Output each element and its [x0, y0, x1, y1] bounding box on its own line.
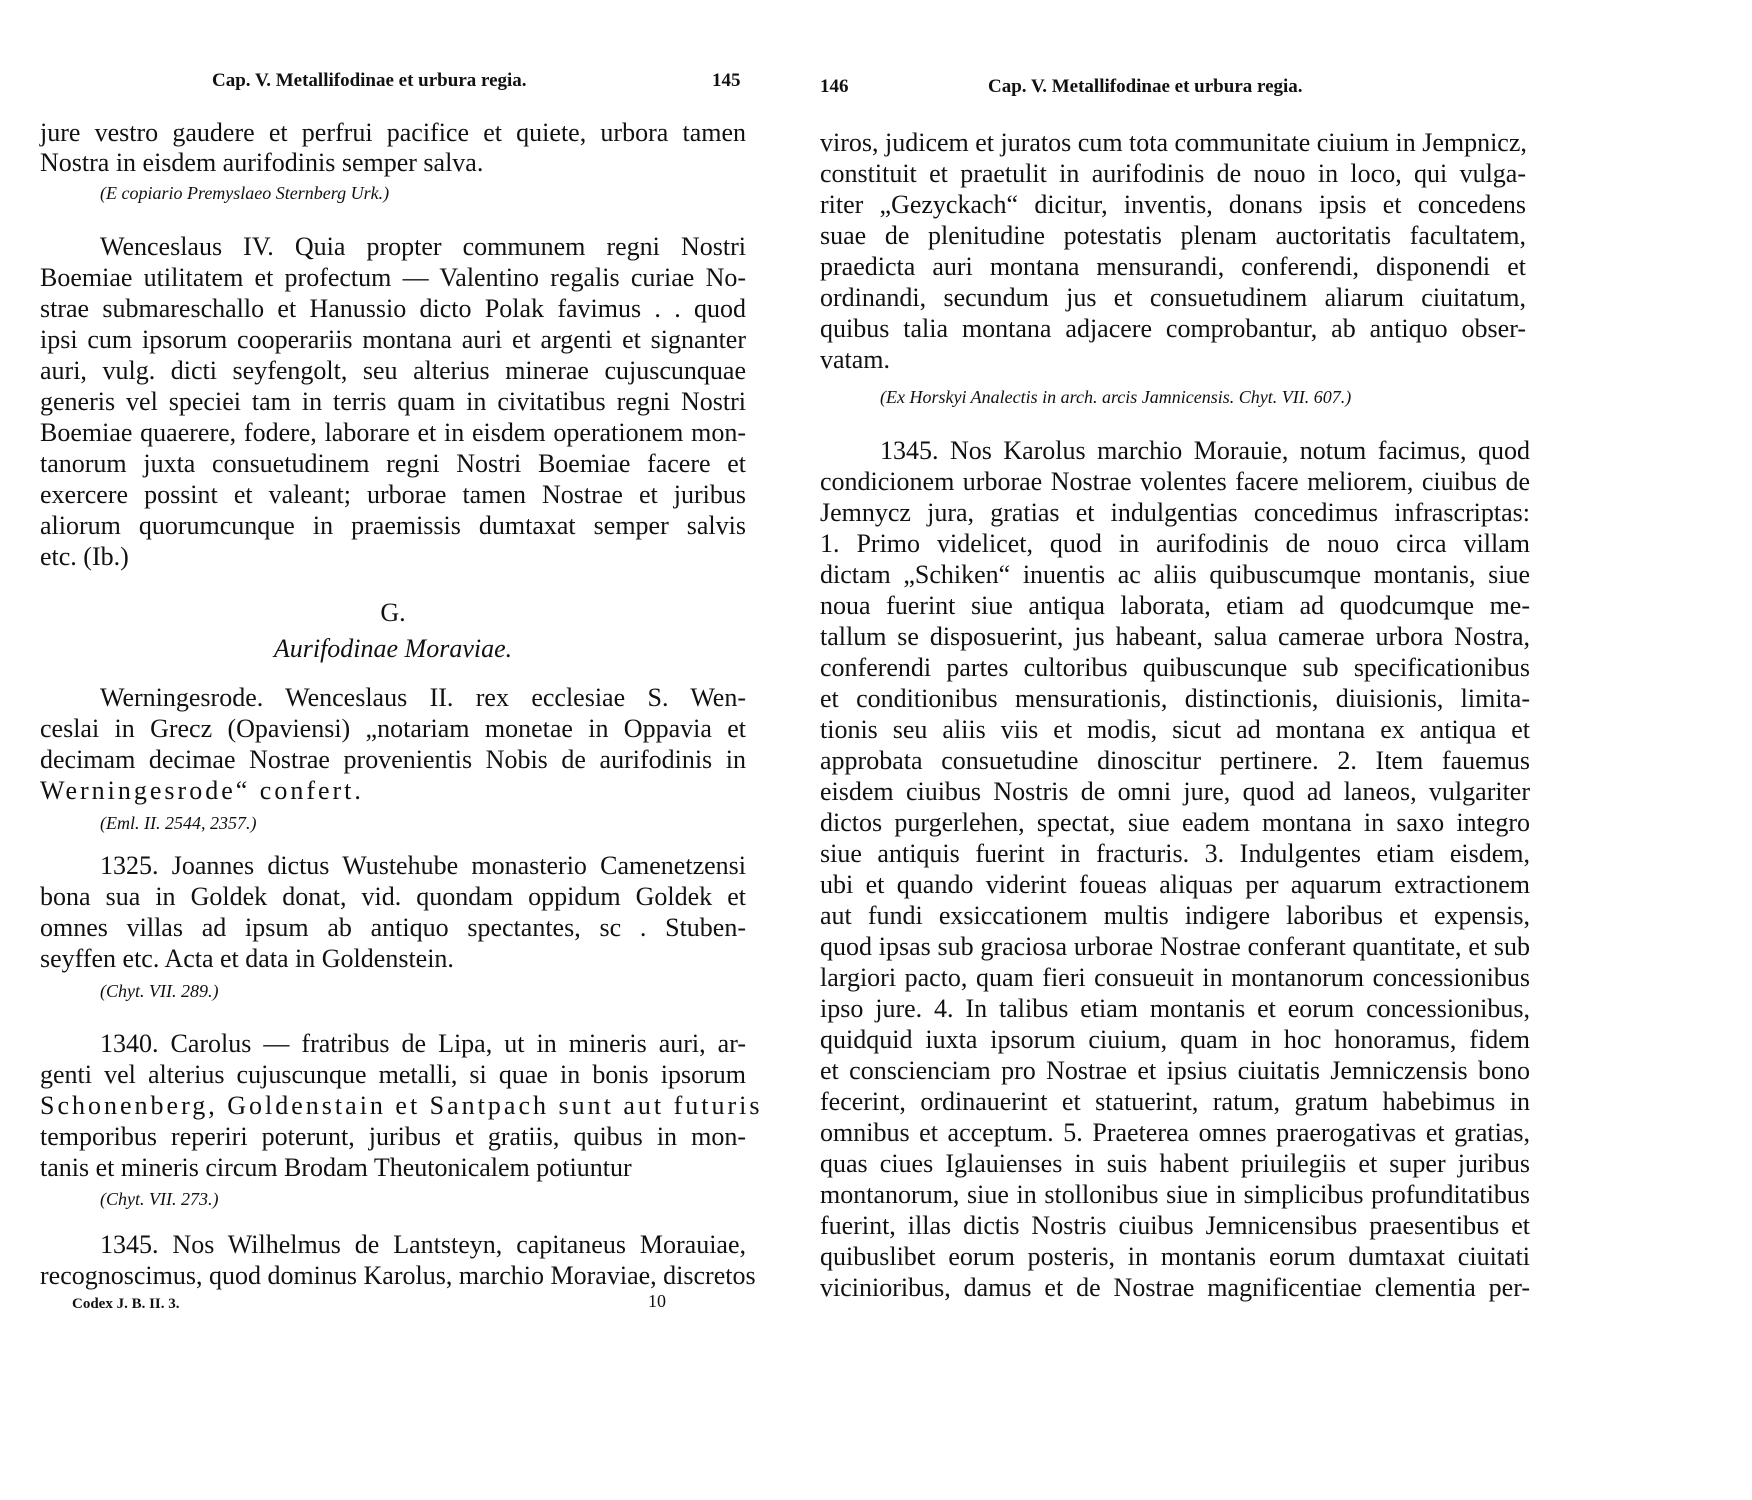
right-line-16: tallum se disposuerint, jus habeant, salua camerae urbora Nostra, — [820, 622, 1530, 651]
right-line-25: aut fundi exsiccationem multis indigere laboribus et expensis, — [820, 901, 1530, 930]
left-running-head: Cap. V. Metallifodinae et urbura regia. — [212, 70, 527, 91]
section-title: Aurifodinae Moraviae. — [273, 634, 513, 663]
right-line-6: ordinandi, secundum jus et consuetudinem aliarum ciuitatum, — [820, 283, 1526, 312]
left-line-30: temporibus reperiri poterunt, juribus et gratiis, quibus in mon- — [40, 1122, 746, 1151]
left-line-11: tanorum juxta consuetudinem regni Nostri Boemiae facere et — [40, 449, 746, 478]
right-line-23: siue antiquis fuerint in fracturis. 3. Indulgentes etiam eisdem, — [820, 839, 1530, 868]
left-line-13: aliorum quorumcunque in praemissis dumtaxat semper salvis — [40, 511, 746, 540]
left-line-12: exercere possint et valeant; urborae tamen Nostrae et juribus — [40, 480, 746, 509]
left-line-25: seyffen etc. Acta et data in Goldenstein. — [40, 944, 454, 973]
right-line-7: quibus talia montana adjacere comprobantur, ab antiquo obser- — [820, 314, 1526, 343]
left-line-1: jure vestro gaudere et perfrui pacifice et quiete, urbora tamen — [40, 118, 746, 147]
right-line-3: riter „Gezyckach“ dicitur, inventis, donans ipsis et concedens — [820, 190, 1526, 219]
left-line-23: bona sua in Goldek donat, vid. quondam oppidum Goldek et — [40, 882, 746, 911]
right-line-17: conferendi partes cultoribus quibuscunque sub specificationibus — [820, 653, 1530, 682]
right-line-35: fuerint, illas dictis Nostris ciuibus Jemnicensibus praesentibus et — [820, 1211, 1530, 1240]
right-line-27: largiori pacto, quam fieri consueuit in montanorum concessionibus — [820, 963, 1530, 992]
right-line-29: quidquid iuxta ipsorum ciuium, quam in hoc honoramus, fidem — [820, 1025, 1530, 1054]
right-line-4: suae de plenitudine potestatis plenam auctoritatis facultatem, — [820, 221, 1526, 250]
left-line-8: auri, vulg. dicti seyfengolt, seu alterius minerae cujuscunquae — [40, 356, 746, 385]
footer-signature: Codex J. B. II. 3. — [72, 1296, 180, 1312]
left-line-29: Schonenberg, Goldenstain et Santpach sunt aut futuris — [40, 1091, 763, 1120]
left-line-20: Werningesrode“ confert. — [40, 776, 364, 805]
right-line-34: montanorum, siue in stollonibus siue in simplicibus profunditatibus — [820, 1180, 1530, 1209]
right-line-12: Jemnycz jura, gratias et indulgentias concedimus infrascriptas: — [820, 498, 1530, 527]
left-page-number: 145 — [712, 70, 741, 91]
left-line-33: 1345. Nos Wilhelmus de Lantsteyn, capitaneus Morauiae, — [100, 1230, 746, 1259]
footer-sheet-number: 10 — [648, 1291, 666, 1311]
section-letter: G. — [380, 598, 406, 627]
right-line-8: vatam. — [820, 345, 891, 374]
left-line-19: decimam decimae Nostrae provenientis Nobis de aurifodinis in — [40, 745, 746, 774]
right-source-note: (Ex Horskyi Analectis in arch. arcis Jamnicensis. Chyt. VII. 607.) — [880, 387, 1352, 407]
right-line-37: vicinioribus, damus et de Nostrae magnificentiae clementia per- — [820, 1273, 1530, 1302]
left-line-27: 1340. Carolus — fratribus de Lipa, ut in mineris auri, ar- — [100, 1029, 746, 1058]
right-line-31: fecerint, ordinauerint et statuerint, ratum, gratum habebimus in — [820, 1087, 1530, 1116]
right-line-32: omnibus et acceptum. 5. Praeterea omnes praerogativas et gratias, — [820, 1118, 1530, 1147]
right-page — [820, 0, 1752, 1500]
right-line-5: praedicta auri montana mensurandi, conferendi, disponendi et — [820, 252, 1526, 281]
right-line-2: constituit et praetulit in aurifodinis de nouo in loco, qui vulga- — [820, 159, 1526, 188]
left-line-4: Wenceslaus IV. Quia propter communem regni Nostri — [100, 232, 746, 261]
left-line-10: Boemiae quaerere, fodere, laborare et in eisdem operationem mon- — [40, 418, 746, 447]
left-source-note-4: (Chyt. VII. 273.) — [100, 1189, 219, 1209]
right-line-13: 1. Primo videlicet, quod in aurifodinis de nouo circa villam — [820, 529, 1530, 558]
left-line-9: generis vel speciei tam in terris quam in civitatibus regni Nostri — [40, 387, 746, 416]
right-line-30: et conscienciam pro Nostrae et ipsius ciuitatis Jemniczensis bono — [820, 1056, 1530, 1085]
right-line-1: viros, judicem et juratos cum tota communitate ciuium in Jempnicz, — [820, 128, 1527, 157]
left-line-18: ceslai in Grecz (Opaviensi) „notariam monetae in Oppavia et — [40, 714, 746, 743]
left-line-2: Nostra in eisdem aurifodinis semper salva. — [40, 148, 484, 177]
left-line-6: strae submareschallo et Hanussio dicto Polak favimus . . quod — [40, 294, 746, 323]
left-line-31: tanis et mineris circum Brodam Theutonicalem potiuntur — [40, 1153, 632, 1182]
right-page-number: 146 — [820, 76, 849, 97]
right-line-11: condicionem urborae Nostrae volentes facere meliorem, ciuibus de — [820, 467, 1530, 496]
right-line-36: quibuslibet eorum posteris, in montanis eorum dumtaxat ciuitati — [820, 1242, 1530, 1271]
right-line-28: ipso jure. 4. In talibus etiam montanis et eorum concessionibus, — [820, 994, 1530, 1023]
right-line-24: ubi et quando viderint foueas aliquas per aquarum extractionem — [820, 870, 1530, 899]
left-line-22: 1325. Joannes dictus Wustehube monasterio Camenetzensi — [100, 851, 746, 880]
left-line-5: Boemiae utilitatem et profectum — Valentino regalis curiae No- — [40, 263, 746, 292]
right-line-26: quod ipsas sub graciosa urborae Nostrae conferant quantitate, et sub — [820, 932, 1530, 961]
left-line-28: genti vel alterius cujuscunque metalli, si quae in bonis ipsorum — [40, 1060, 746, 1089]
right-line-15: noua fuerint siue antiqua laborata, etiam ad quodcumque me- — [820, 591, 1530, 620]
right-running-head: Cap. V. Metallifodinae et urbura regia. — [988, 76, 1303, 97]
right-line-33: quas ciues Iglauienses in suis habent priuilegiis et super juribus — [820, 1149, 1530, 1178]
left-line-24: omnes villas ad ipsum ab antiquo spectantes, sc . Stuben- — [40, 913, 746, 942]
right-line-10: 1345. Nos Karolus marchio Morauie, notum facimus, quod — [880, 436, 1530, 465]
right-line-14: dictam „Schiken“ inuentis ac aliis quibuscumque montanis, siue — [820, 560, 1530, 589]
left-source-note-1: (E copiario Premyslaeo Sternberg Urk.) — [100, 183, 390, 203]
left-line-14: etc. (Ib.) — [40, 542, 129, 571]
right-line-22: dictos purgerlehen, spectat, siue eadem montana in saxo integro — [820, 808, 1530, 837]
right-line-19: tionis seu aliis viis et modis, sicut ad montana ex antiqua et — [820, 715, 1530, 744]
left-line-34: recognoscimus, quod dominus Karolus, marchio Moraviae, discretos — [40, 1261, 756, 1290]
right-line-21: eisdem ciuibus Nostris de omni jure, quod ad laneos, vulgariter — [820, 777, 1530, 806]
left-source-note-3: (Chyt. VII. 289.) — [100, 981, 219, 1001]
right-line-20: approbata consuetudine dinoscitur pertinere. 2. Item fauemus — [820, 746, 1530, 775]
right-line-18: et conditionibus mensurationis, distinctionis, diuisionis, limita- — [820, 684, 1530, 713]
left-source-note-2: (Eml. II. 2544, 2357.) — [100, 813, 257, 833]
left-line-7: ipsi cum ipsorum cooperariis montana auri et argenti et signanter — [40, 325, 746, 354]
left-line-17: Werningesrode. Wenceslaus II. rex ecclesiae S. Wen- — [100, 683, 746, 712]
